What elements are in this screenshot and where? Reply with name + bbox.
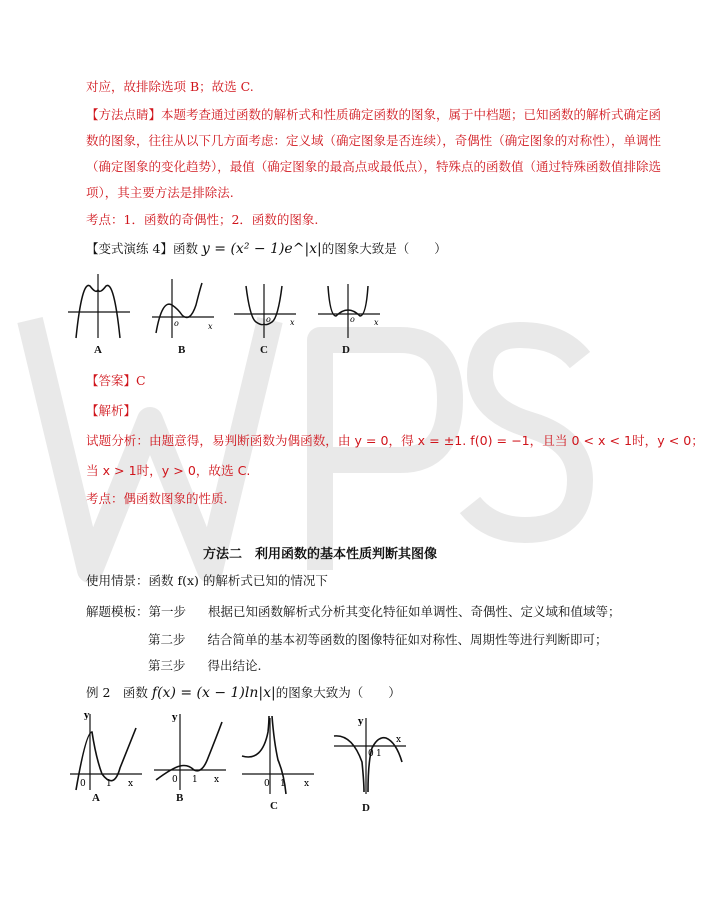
example-option-d: D: [362, 802, 370, 814]
variant-text-after: 的图象大致是（ ）: [321, 241, 447, 256]
svg-text:x: x: [128, 779, 134, 789]
svg-text:x: x: [290, 318, 295, 327]
variant-graph-b: [150, 275, 216, 340]
variant-text-before: 函数: [172, 241, 202, 256]
answer-label: 【答案】: [86, 373, 137, 388]
method-tips-line3: （确定图象的变化趋势），最值（确定图象的最高点或最低点），特殊点的函数值（通过特殊函数值排除选: [86, 159, 662, 174]
svg-text:x: x: [374, 318, 379, 327]
step3-label: 第三步: [148, 658, 186, 673]
kaodian-2: 考点：偶函数图象的性质.: [86, 491, 228, 506]
svg-text:o: o: [266, 315, 271, 324]
example2-question: [86, 684, 401, 702]
variant-option-d: D: [342, 344, 350, 356]
method-tips-line1: [86, 106, 661, 124]
template-step3: [148, 657, 262, 675]
svg-text:0: 0: [368, 749, 374, 759]
svg-text:y: y: [172, 713, 178, 723]
answer-line: [86, 372, 146, 390]
step2-text: 结合简单的基本初等函数的图像特征如对称性、周期性等进行判断即可；: [207, 632, 608, 647]
svg-text:1: 1: [280, 779, 286, 789]
step3-text: 得出结论.: [207, 658, 262, 673]
svg-text:y: y: [358, 717, 364, 727]
analysis-line1: 试题分析：由题意得，易判断函数为偶函数，由 y = 0，得 x = ±1. f(0) = −1，且当 0 < x < 1时，y < 0；: [86, 433, 704, 448]
svg-text:0: 0: [264, 779, 270, 789]
variant-graph-a: [66, 270, 132, 340]
svg-text:1: 1: [376, 749, 382, 759]
example-formula: f(x) = (x − 1)ln|x|: [151, 685, 276, 701]
method-tips-line4: 项），其主要方法是排除法.: [86, 185, 234, 200]
answer-value: C: [136, 373, 146, 388]
svg-text:o: o: [174, 319, 179, 328]
intro-line: 对应，故排除选项 B；故选 C.: [86, 79, 254, 94]
method2-title: 方法二 利用函数的基本性质判断其图像: [202, 547, 437, 562]
step2-label: 第二步: [148, 632, 186, 647]
svg-text:0: 0: [172, 775, 178, 785]
svg-text:x: x: [304, 779, 310, 789]
example-graph-a: [66, 708, 146, 792]
template-step2: [148, 631, 608, 649]
svg-text:x: x: [214, 775, 220, 785]
variant-option-a: A: [94, 344, 102, 356]
svg-text:y: y: [84, 711, 90, 721]
svg-text:1: 1: [192, 775, 198, 785]
example-graph-d: [330, 712, 410, 796]
example-option-b: B: [176, 792, 184, 804]
tips-text1: 本题考查通过函数的解析式和性质确定函数的图象，属于中档题；已知函数的解析式确定函: [161, 107, 662, 122]
step1-text: 根据已知函数解析式分析其变化特征如单调性、奇偶性、定义域和值域等；: [208, 604, 621, 619]
variant-question: [86, 240, 447, 258]
variant-formula: y = (x² − 1)e^|x|: [201, 241, 322, 257]
variant-label: 【变式演练 4】: [86, 241, 173, 256]
svg-text:0: 0: [80, 779, 86, 789]
example-option-c: C: [270, 800, 278, 812]
variant-graph-c: [232, 280, 298, 340]
variant-option-b: B: [178, 344, 186, 356]
example-label: 例 2 函数: [86, 685, 152, 700]
variant-option-c: C: [260, 344, 268, 356]
step1-label: 第一步: [148, 604, 187, 619]
example-after: 的图象大致为（ ）: [275, 685, 401, 700]
example-option-a: A: [92, 792, 100, 804]
analysis-line2: 当 x > 1时，y > 0，故选 C.: [86, 463, 251, 478]
analysis-label: 【解析】: [86, 403, 137, 418]
method-tips-line2: 数的图象，往往从以下几方面考虑：定义域（确定图象是否连续），奇偶性（确定图象的对称性），单调性: [86, 133, 662, 148]
svg-text:1: 1: [106, 779, 112, 789]
example-graph-b: [150, 708, 230, 792]
example-graph-c: [238, 712, 318, 796]
scenario-line: 使用情景：函数 f(x) 的解析式已知的情况下: [86, 573, 328, 588]
template-label: 解题模板：: [86, 604, 149, 619]
svg-text:x: x: [396, 735, 402, 745]
tips-label: 【方法点睛】: [86, 107, 162, 122]
svg-text:x: x: [208, 322, 213, 331]
template-step1: [86, 603, 621, 621]
variant-graph-d: [316, 280, 382, 340]
kaodian-1: 考点：1．函数的奇偶性；2．函数的图象.: [86, 212, 319, 227]
svg-text:o: o: [350, 315, 355, 324]
